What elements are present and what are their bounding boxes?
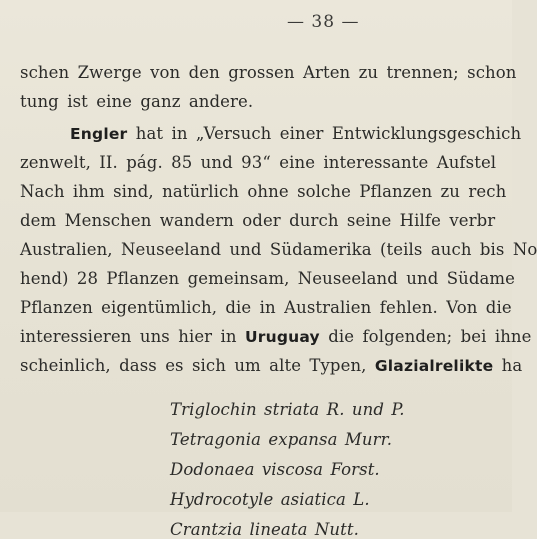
paragraph1-line1: schen Zwerge von den grossen Arten zu trennen; schon — [20, 63, 517, 82]
species-list-item: Crantzia lineata Nutt. — [170, 520, 359, 539]
paragraph2-line1 — [70, 124, 521, 143]
page-number: — 38 — — [287, 12, 360, 32]
paragraph2-line9-end: ha — [493, 356, 523, 375]
species-list-item: Triglochin striata R. und P. — [170, 400, 405, 419]
paragraph2-line3: Nach ihm sind, natürlich ohne solche Pflanzen zu rech — [20, 182, 507, 201]
term-glazialrelikte: Glazialrelikte — [374, 357, 494, 375]
species-list-item: Dodonaea viscosa Forst. — [170, 460, 380, 479]
paragraph2-line8 — [20, 327, 532, 346]
paragraph2-line7: Pflanzen eigentümlich, die in Australien fehlen. Von die — [20, 298, 512, 317]
country-name-uruguay: Uruguay — [244, 328, 320, 346]
species-list-item: Tetragonia expansa Murr. — [170, 430, 393, 449]
paragraph2-line2: zenwelt, II. pág. 85 und 93“ eine interessante Aufstel — [20, 153, 497, 172]
paragraph2-line5: Australien, Neuseeland und Südamerika (teils auch bis No — [20, 240, 537, 259]
paragraph2-line8-start: interessieren uns hier in — [20, 327, 245, 346]
paragraph2-line9-start: scheinlich, dass es sich um alte Typen, — [20, 356, 375, 375]
paragraph2-line8-end: die folgenden; bei ihne — [319, 327, 532, 346]
paragraph2-line1-text: hat in „Versuch einer Entwicklungsgeschich — [127, 124, 522, 143]
species-list-item: Hydrocotyle asiatica L. — [170, 490, 370, 509]
paragraph2-line9 — [20, 356, 522, 375]
author-name-engler: Engler — [70, 125, 128, 143]
paragraph1-line2: tung ist eine ganz andere. — [20, 92, 254, 111]
paragraph2-line6: hend) 28 Pflanzen gemeinsam, Neuseeland und Südame — [20, 269, 516, 288]
paragraph2-line4: dem Menschen wandern oder durch seine Hilfe verbr — [20, 211, 496, 230]
